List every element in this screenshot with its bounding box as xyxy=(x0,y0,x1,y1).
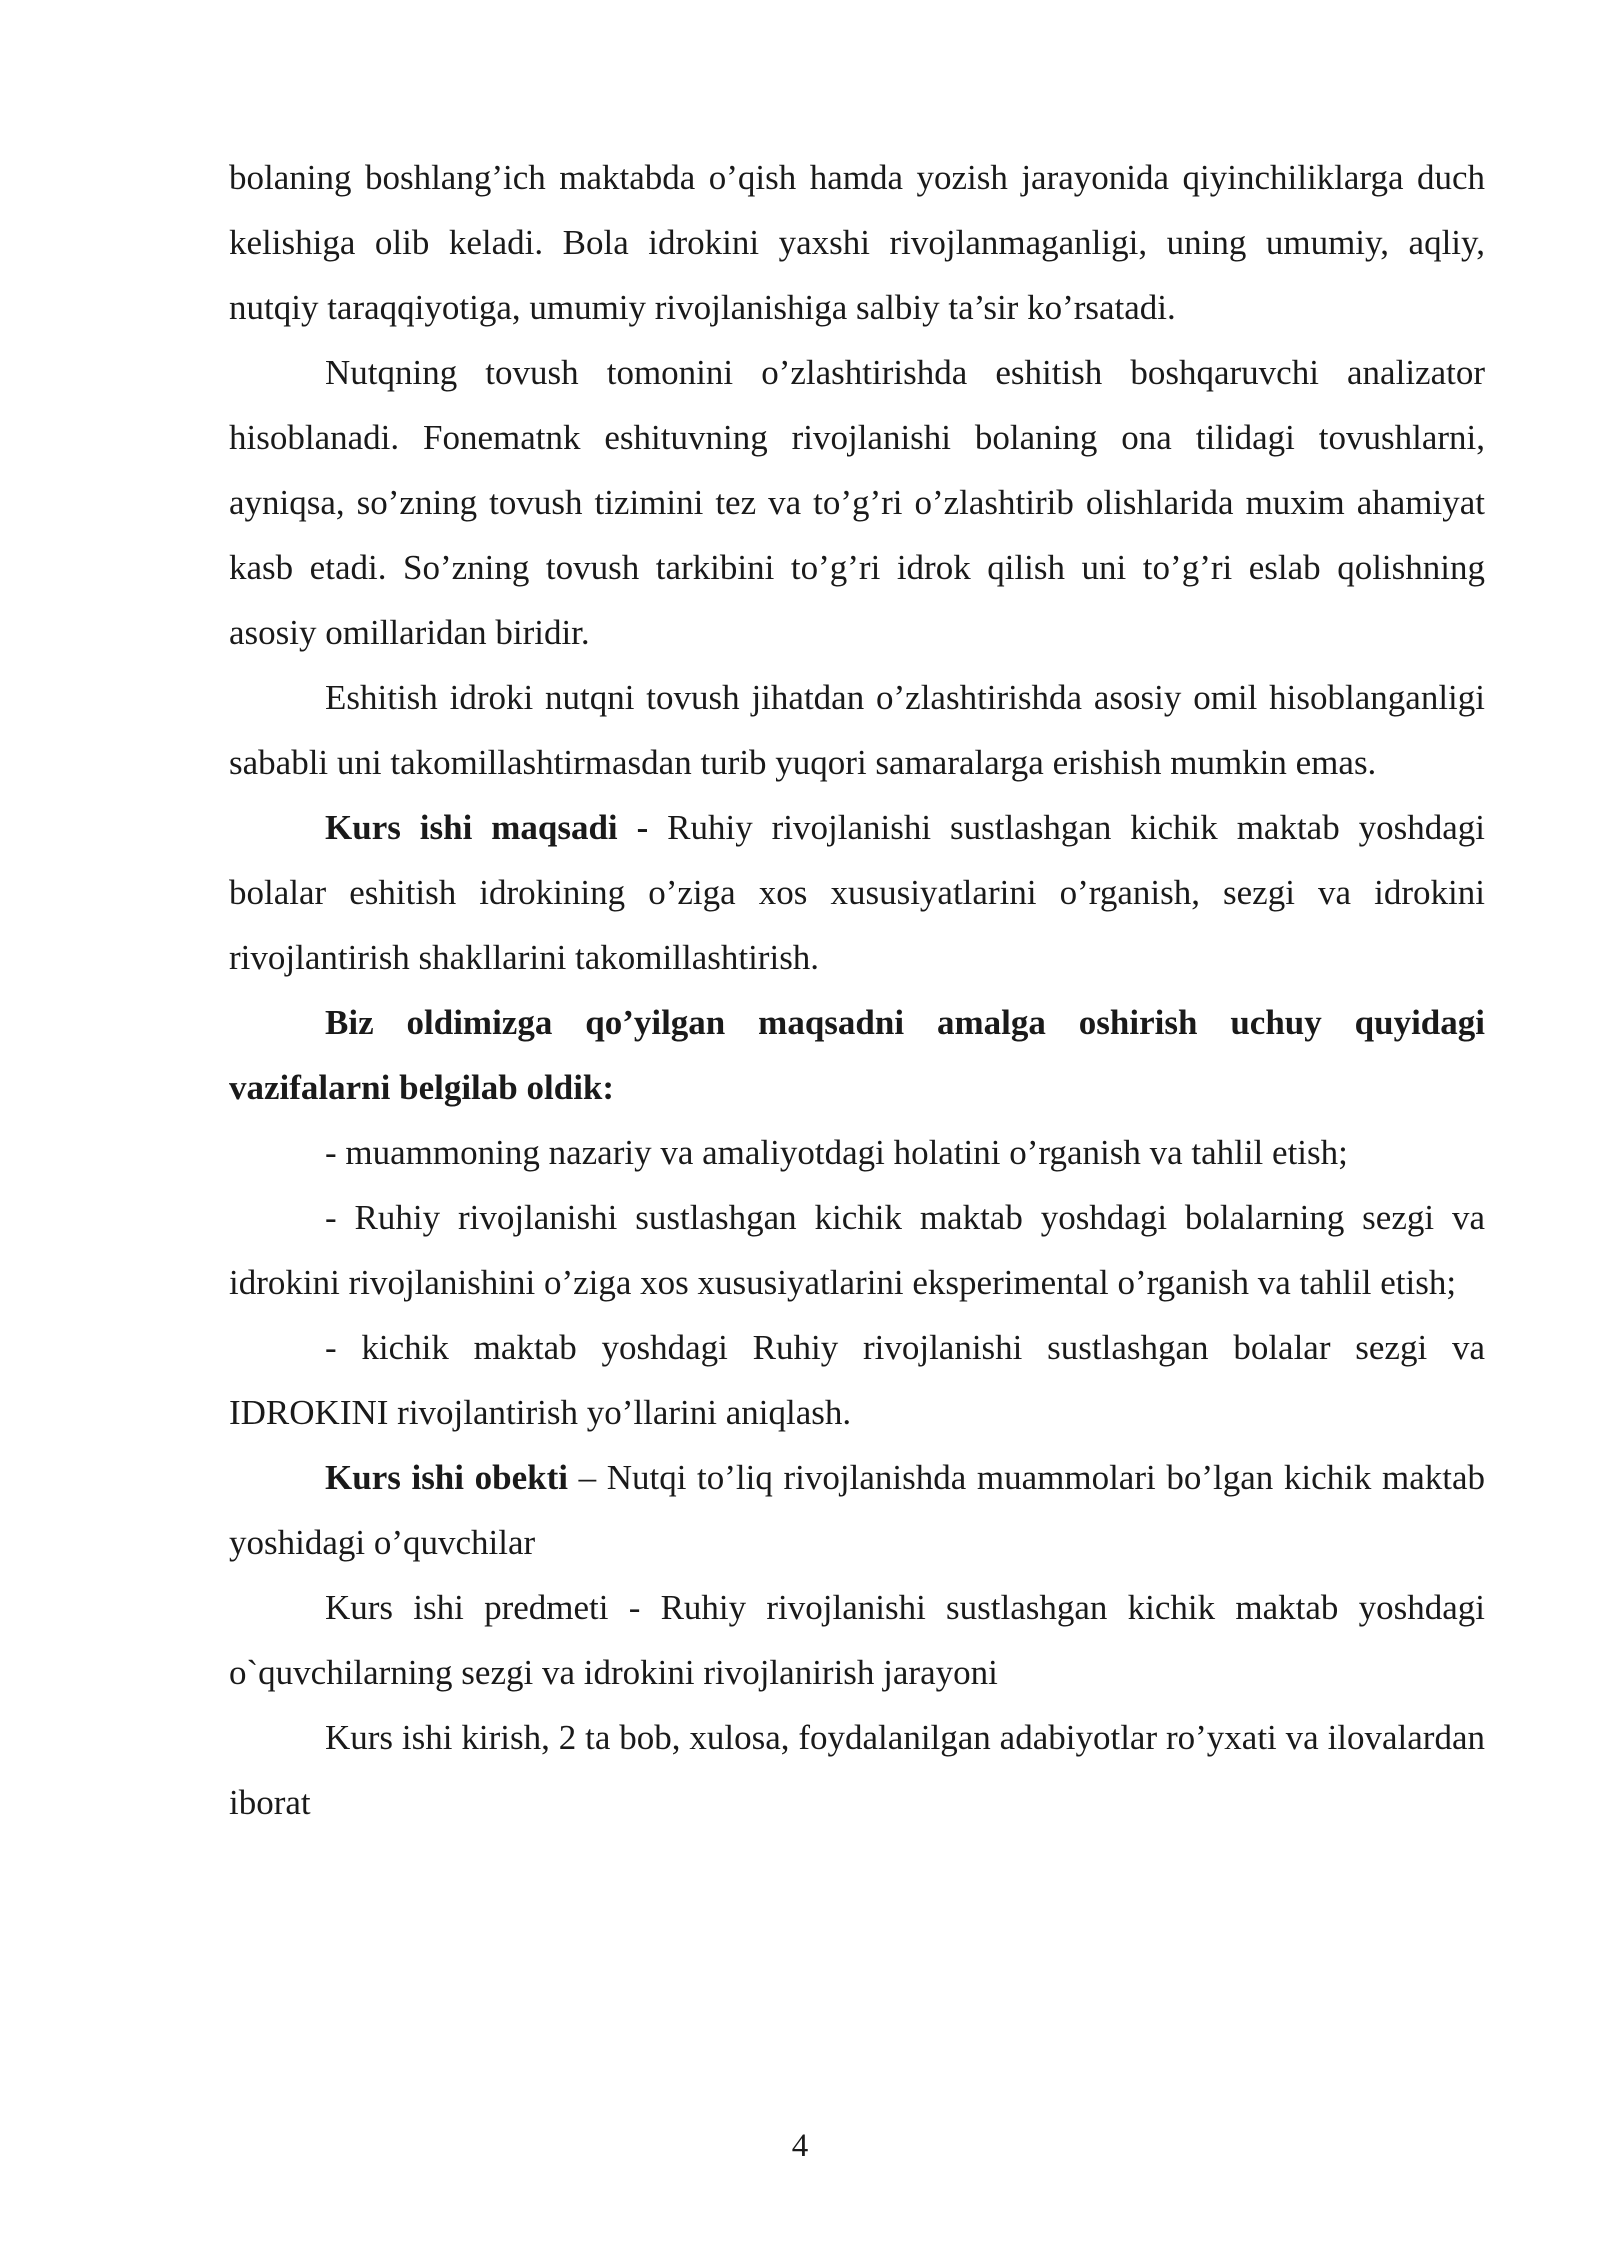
paragraph-text: bolaning boshlang’ich maktabda o’qish hamda yozish jarayonida qiyinchiliklarga duch kelishiga olib keladi. Bola idrokini yaxshi rivojlanmaganligi, uning umumiy, aqliy, nutqiy taraqqiyotiga, umumiy rivojlanishiga salbiy ta’sir ko’rsatadi. xyxy=(229,158,1485,327)
paragraph-3 xyxy=(229,665,1485,795)
goal-heading: Kurs ishi maqsadi - xyxy=(325,808,649,847)
paragraph-structure xyxy=(229,1705,1485,1835)
paragraph-goal xyxy=(229,795,1485,990)
paragraph-object xyxy=(229,1445,1485,1575)
paragraph-text: – Nutqi to’liq rivojlanishda muammolari bo’lgan kichik maktab yoshidagi o’quvchilar xyxy=(229,1458,1485,1562)
task-text: - muammoning nazariy va amaliyotdagi holatini o’rganish va tahlil etish; xyxy=(325,1133,1348,1172)
task-text: - Ruhiy rivojlanishi sustlashgan kichik maktab yoshdagi bolalarning sezgi va idrokini rivojlanishini o’ziga xos xususiyatlarini eksperimental o’rganish va tahlil etish; xyxy=(229,1198,1485,1302)
paragraph-1 xyxy=(229,145,1485,340)
body-text xyxy=(229,145,1485,1835)
paragraph-text: Nutqning tovush tomonini o’zlashtirishda eshitish boshqaruvchi analizator hisoblanadi. Fonematnk eshituvning rivojlanishi bolaning ona tilidagi tovushlarni, ayniqsa, so’zning tovush tizimini tez va to’g’ri o’zlashtirib olishlarida muxim ahamiyat kasb etadi. So’zning tovush tarkibini to’g’ri idrok qilish uni to’g’ri eslab qolishning asosiy omillaridan biridir. xyxy=(229,353,1485,652)
object-heading: Kurs ishi obekti xyxy=(325,1458,568,1497)
paragraph-tasks-intro xyxy=(229,990,1485,1120)
paragraph-text: Ruhiy rivojlanishi sustlashgan kichik maktab yoshdagi bolalar eshitish idrokining o’ziga xos xususiyatlarini o’rganish, sezgi va idrokini rivojlantirish shakllarini takomillashtirish. xyxy=(229,808,1486,977)
tasks-heading: Biz oldimizga qo’yilgan maqsadni amalga oshirish uchuy quyidagi vazifalarni belgilab oldik: xyxy=(229,1003,1485,1107)
paragraph-subject xyxy=(229,1575,1485,1705)
paragraph-text: Kurs ishi kirish, 2 ta bob, xulosa, foydalanilgan adabiyotlar ro’yxati va ilovalardan iborat xyxy=(229,1718,1485,1822)
task-item-3 xyxy=(229,1315,1485,1445)
task-text: - kichik maktab yoshdagi Ruhiy rivojlanishi sustlashgan bolalar sezgi va IDROKINI rivojlantirish yo’llarini aniqlash. xyxy=(229,1328,1485,1432)
paragraph-2 xyxy=(229,340,1485,665)
task-item-2 xyxy=(229,1185,1485,1315)
paragraph-text: Kurs ishi predmeti - Ruhiy rivojlanishi sustlashgan kichik maktab yoshdagi o`quvchilarning sezgi va idrokini rivojlanirish jarayoni xyxy=(229,1588,1485,1692)
page-number: 4 xyxy=(791,2128,809,2164)
task-item-1 xyxy=(229,1120,1485,1185)
paragraph-text: Eshitish idroki nutqni tovush jihatdan o’zlashtirishda asosiy omil hisoblanganligi sababli uni takomillashtirmasdan turib yuqori samaralarga erishish mumkin emas. xyxy=(229,678,1485,782)
